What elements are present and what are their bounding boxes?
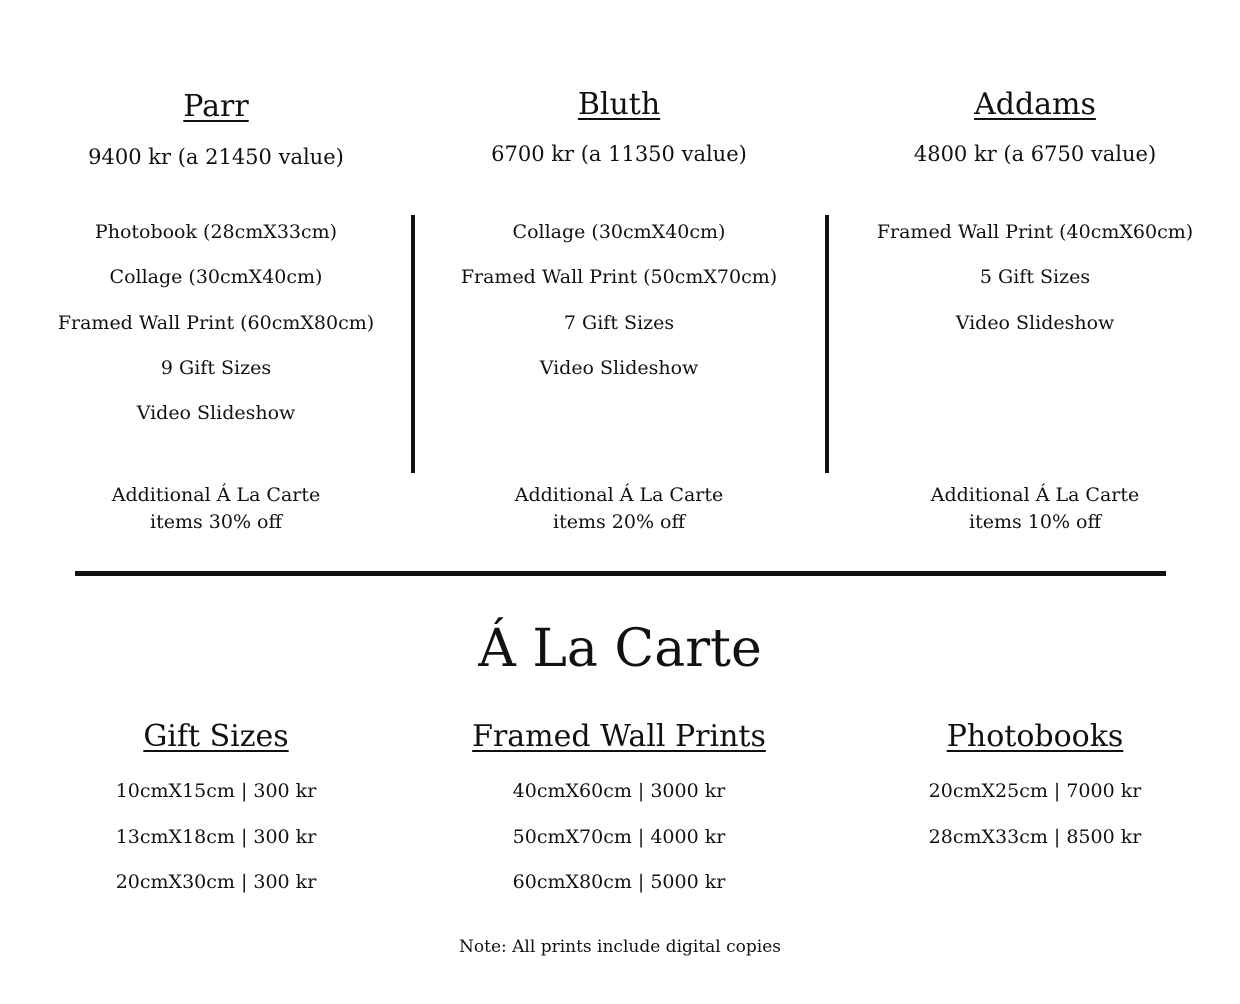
package-item: Video Slideshow bbox=[955, 311, 1115, 334]
footnote: Note: All prints include digital copies bbox=[459, 937, 781, 957]
package-discount-line: Additional Á La Carte bbox=[930, 484, 1140, 506]
package-discount-line: items 30% off bbox=[150, 511, 282, 533]
package-discount-line: items 20% off bbox=[553, 511, 685, 533]
package-discount-line: items 10% off bbox=[969, 511, 1101, 533]
package-discount bbox=[449, 482, 789, 536]
package-item: 9 Gift Sizes bbox=[160, 356, 272, 379]
price-item: 20cmX25cm | 7000 kr bbox=[928, 780, 1142, 802]
package-items bbox=[46, 220, 386, 446]
package-item: Video Slideshow bbox=[539, 356, 699, 379]
package-item: 7 Gift Sizes bbox=[563, 311, 675, 334]
package-item: Framed Wall Print (40cmX60cm) bbox=[876, 221, 1194, 243]
price-item: 60cmX80cm | 5000 kr bbox=[512, 871, 726, 893]
package-parr bbox=[46, 88, 386, 533]
package-bluth bbox=[449, 86, 789, 533]
package-name: Addams bbox=[974, 87, 1096, 122]
package-item: Collage (30cmX40cm) bbox=[109, 266, 323, 289]
a-la-carte-title: Á La Carte bbox=[478, 619, 762, 679]
category-title: Gift Sizes bbox=[143, 719, 289, 754]
package-name: Parr bbox=[183, 89, 249, 124]
category-gift-sizes bbox=[46, 718, 386, 893]
category-items bbox=[46, 779, 386, 916]
package-discount-line: Additional Á La Carte bbox=[514, 484, 724, 506]
section-divider bbox=[75, 571, 1166, 576]
package-price: 9400 kr (a 21450 value) bbox=[88, 145, 344, 169]
package-discount-line: Additional Á La Carte bbox=[111, 484, 321, 506]
package-addams bbox=[865, 86, 1205, 533]
package-items bbox=[449, 220, 789, 401]
package-item: 5 Gift Sizes bbox=[979, 266, 1091, 289]
price-item: 40cmX60cm | 3000 kr bbox=[512, 780, 726, 802]
package-item: Video Slideshow bbox=[136, 402, 296, 425]
column-divider bbox=[825, 215, 829, 473]
package-name: Bluth bbox=[577, 87, 661, 122]
price-item: 50cmX70cm | 4000 kr bbox=[512, 825, 726, 848]
package-price: 4800 kr (a 6750 value) bbox=[913, 142, 1157, 166]
category-title: Framed Wall Prints bbox=[472, 719, 766, 754]
category-title: Photobooks bbox=[946, 719, 1124, 754]
category-items bbox=[865, 779, 1205, 870]
package-item: Framed Wall Print (60cmX80cm) bbox=[57, 311, 375, 334]
price-item: 20cmX30cm | 300 kr bbox=[115, 871, 317, 893]
category-photobooks bbox=[865, 718, 1205, 848]
package-price: 6700 kr (a 11350 value) bbox=[491, 142, 747, 166]
package-discount bbox=[46, 482, 386, 536]
category-items bbox=[449, 779, 789, 916]
price-item: 28cmX33cm | 8500 kr bbox=[928, 825, 1142, 848]
price-item: 13cmX18cm | 300 kr bbox=[115, 825, 317, 848]
package-discount bbox=[865, 482, 1205, 536]
package-item: Collage (30cmX40cm) bbox=[512, 221, 726, 243]
category-framed-wall-prints bbox=[449, 718, 789, 893]
package-items bbox=[865, 220, 1205, 356]
column-divider bbox=[411, 215, 415, 473]
package-item: Photobook (28cmX33cm) bbox=[94, 221, 338, 243]
package-item: Framed Wall Print (50cmX70cm) bbox=[460, 266, 778, 289]
price-item: 10cmX15cm | 300 kr bbox=[115, 780, 317, 802]
